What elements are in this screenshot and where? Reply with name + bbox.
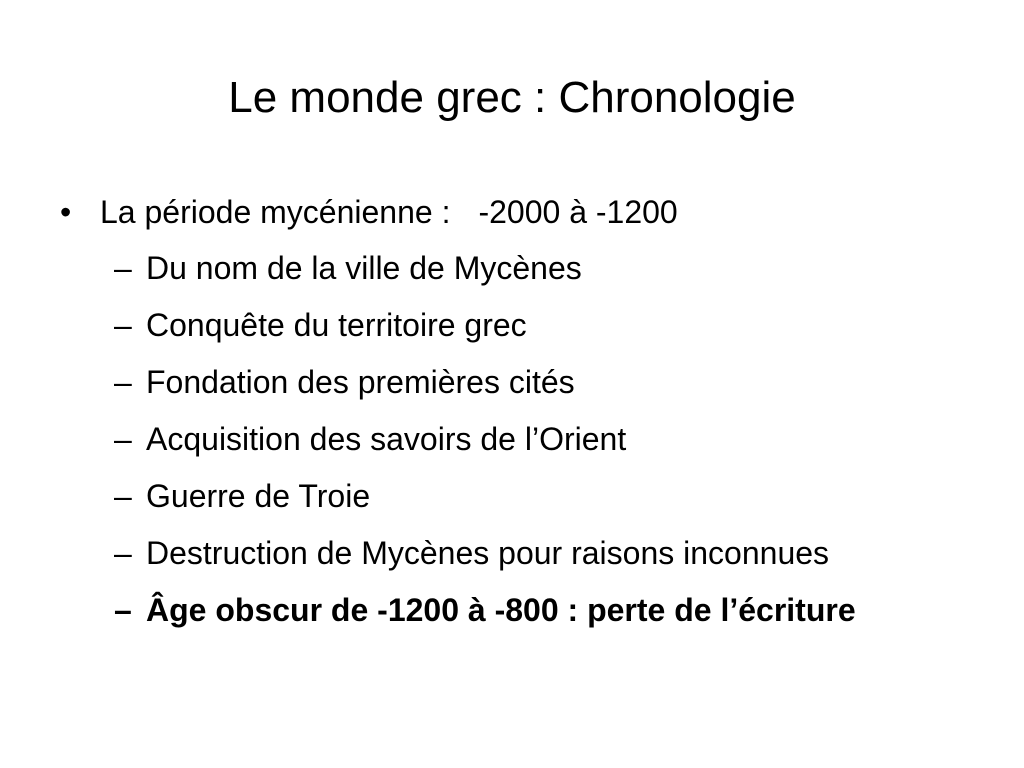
sub-bullet-item bbox=[114, 417, 994, 461]
dash-marker: – bbox=[114, 364, 132, 400]
sub-bullet-item bbox=[114, 531, 994, 575]
sub-bullet-list bbox=[114, 246, 994, 645]
sub-bullet-item bbox=[114, 303, 994, 347]
sub-bullet-item bbox=[114, 246, 994, 290]
dash-marker: – bbox=[114, 478, 132, 514]
sub-bullet-text: Destruction de Mycènes pour raisons inconnues bbox=[146, 535, 830, 571]
sub-bullet-text: Guerre de Troie bbox=[146, 478, 371, 514]
dash-marker: – bbox=[114, 535, 132, 571]
slide-title: Le monde grec : Chronologie bbox=[228, 73, 796, 122]
dash-marker: – bbox=[114, 592, 132, 628]
dash-marker: – bbox=[114, 421, 132, 457]
dash-marker: – bbox=[114, 307, 132, 343]
bullet-date-range: -2000 à -1200 bbox=[478, 194, 678, 230]
sub-bullet-text: Âge obscur de -1200 à -800 : perte de l’écriture bbox=[146, 592, 856, 628]
bullet-marker: • bbox=[60, 194, 72, 230]
main-bullet bbox=[60, 190, 678, 234]
bullet-label: La période mycénienne : bbox=[100, 194, 451, 230]
sub-bullet-text: Du nom de la ville de Mycènes bbox=[146, 250, 582, 286]
sub-bullet-text: Conquête du territoire grec bbox=[146, 307, 527, 343]
sub-bullet-item bbox=[114, 588, 994, 632]
sub-bullet-text: Fondation des premières cités bbox=[146, 364, 575, 400]
sub-bullet-item bbox=[114, 474, 994, 518]
sub-bullet-item bbox=[114, 360, 994, 404]
sub-bullet-text: Acquisition des savoirs de l’Orient bbox=[146, 421, 627, 457]
dash-marker: – bbox=[114, 250, 132, 286]
